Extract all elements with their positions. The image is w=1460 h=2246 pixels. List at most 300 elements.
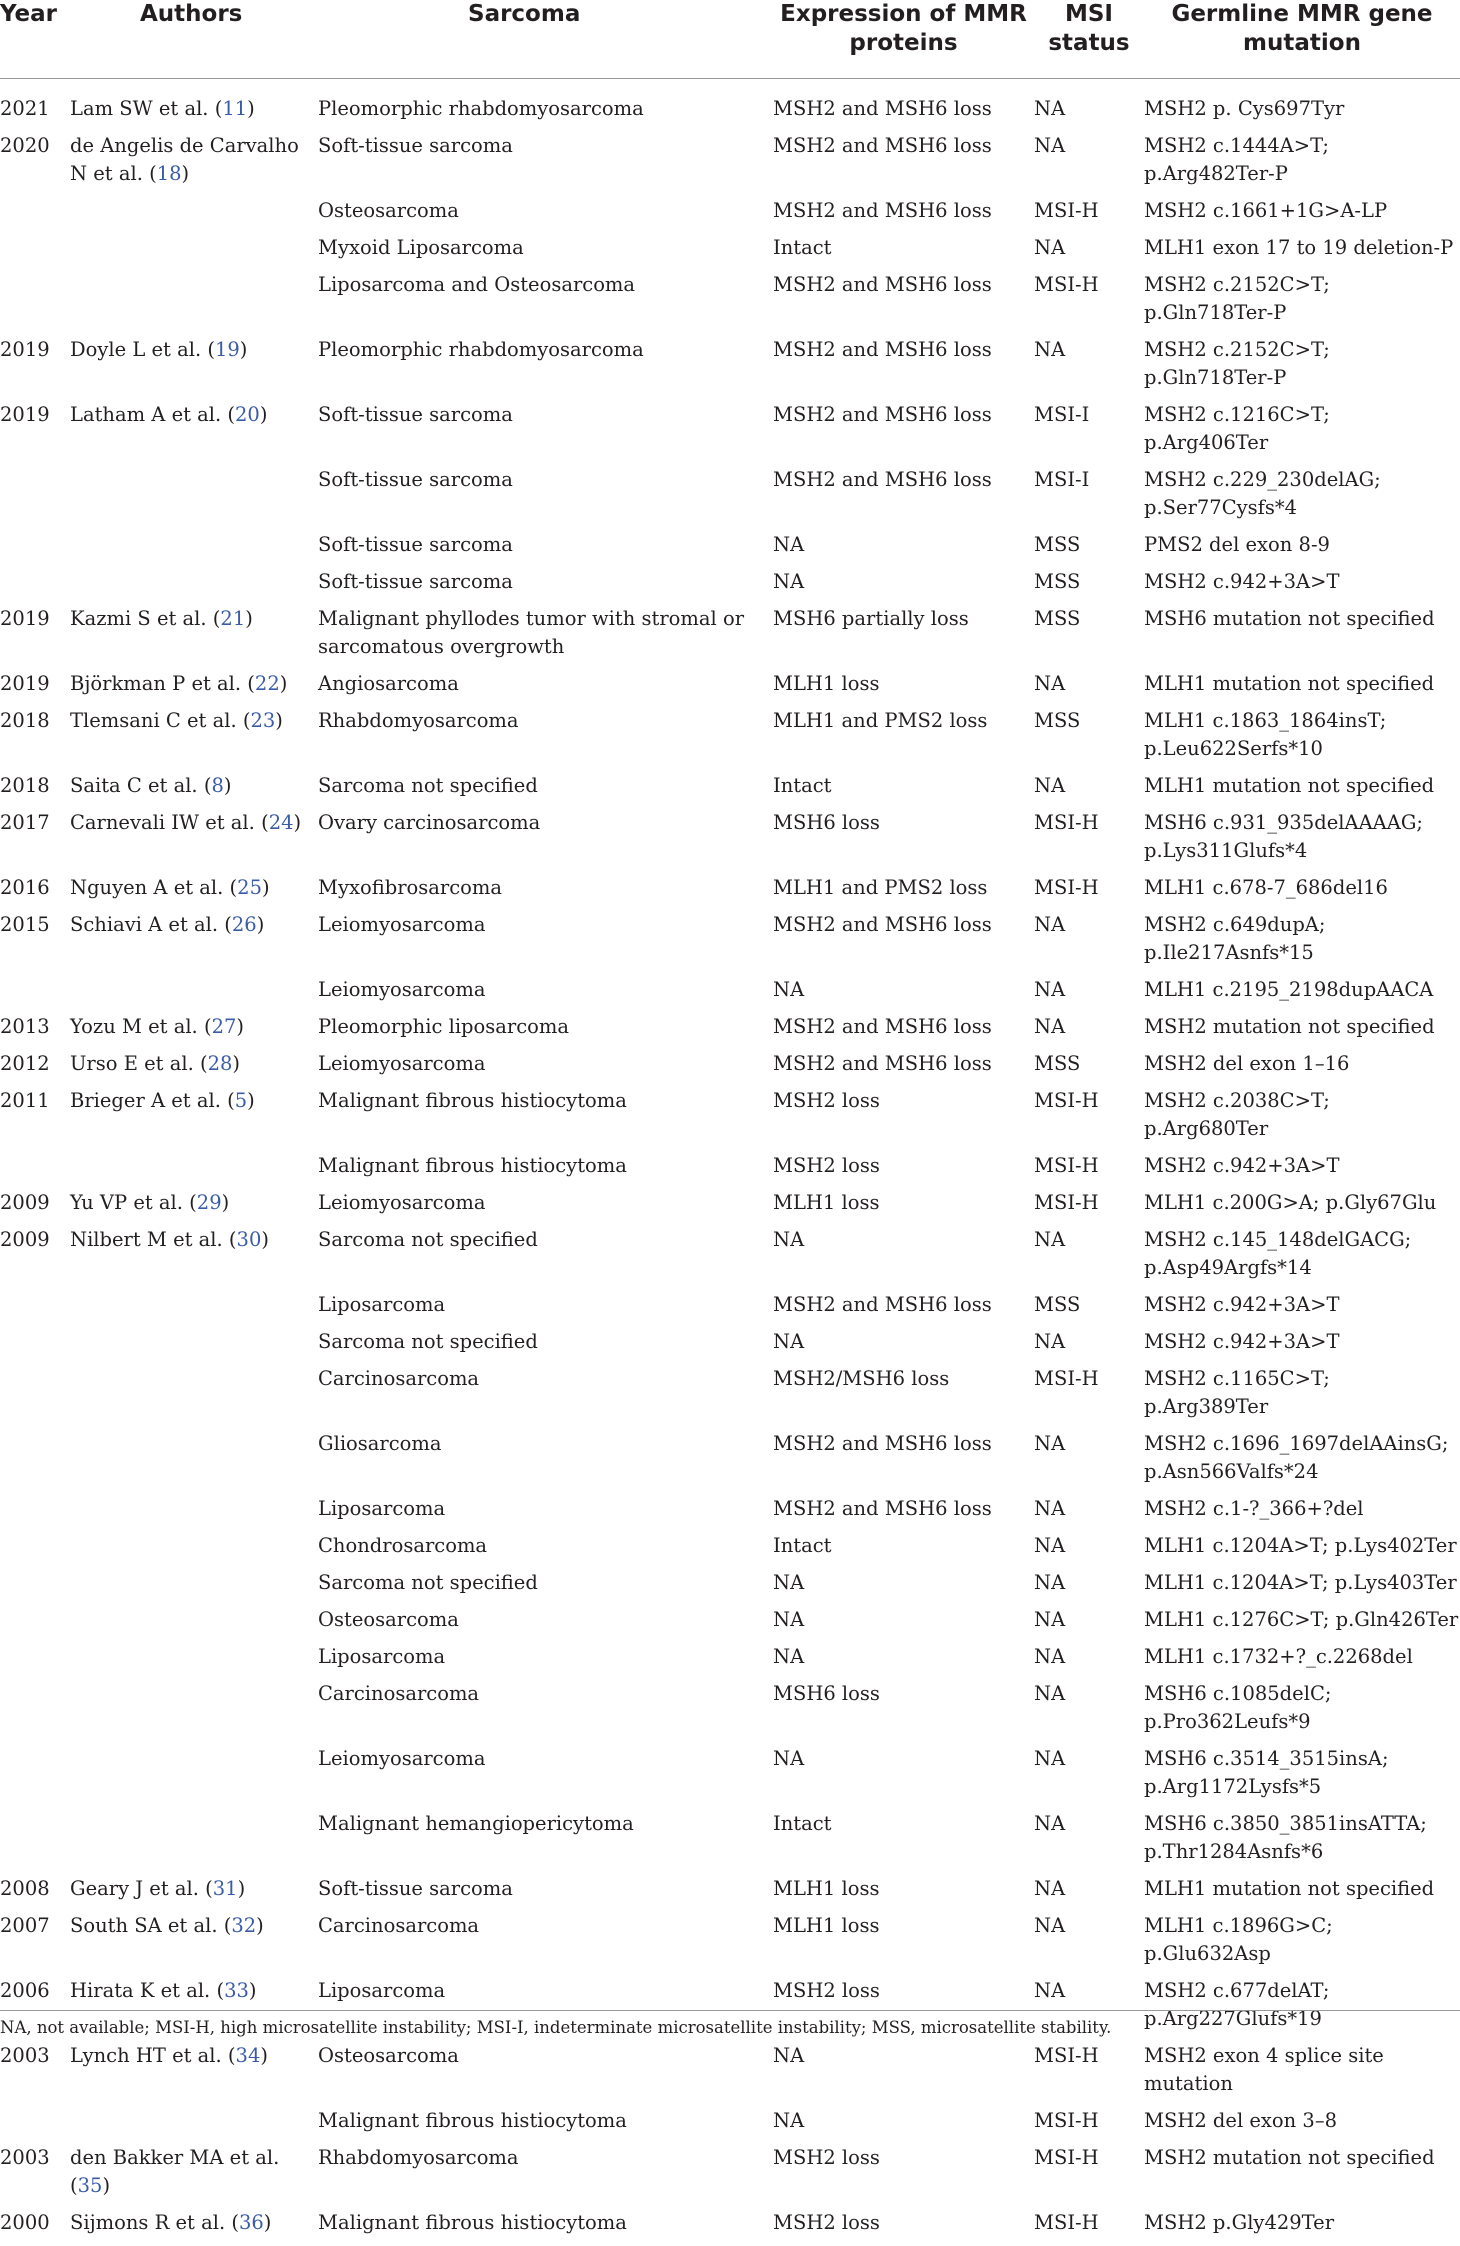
reference-link[interactable]: 34 <box>235 2043 261 2067</box>
cell-authors: Hirata K et al. (33) <box>70 1978 257 2002</box>
cell-sarcoma: Sarcoma not specified <box>318 773 538 797</box>
cell-year <box>0 1495 70 1532</box>
reference-link[interactable]: 5 <box>234 1088 248 1112</box>
cell-sarcoma: Liposarcoma <box>318 1292 446 1316</box>
cell-expression: MSH2 and MSH6 loss <box>773 1496 992 1520</box>
reference-link[interactable]: 30 <box>236 1227 262 1251</box>
cell-germline-mutation: MLH1 c.1732+?_c.2268del <box>1144 1644 1413 1668</box>
cell-authors: den Bakker MA et al. (35) <box>70 2145 280 2197</box>
author-name: South SA et al. <box>70 1913 218 1937</box>
reference-link[interactable]: 21 <box>220 606 246 630</box>
table-row <box>0 401 1460 466</box>
cell-year: 2018 <box>0 708 50 732</box>
cell-authors <box>70 1745 318 1810</box>
table-row <box>0 2042 1460 2107</box>
author-name: Sijmons R et al. <box>70 2210 226 2234</box>
cell-germline-mutation: MLH1 c.2195_2198dupAACA <box>1144 977 1434 1001</box>
cell-germline-mutation: MSH2 del exon 1–16 <box>1144 1051 1350 1075</box>
table-row <box>0 707 1460 772</box>
table-row <box>0 1050 1460 1087</box>
cell-year <box>0 1532 70 1569</box>
cell-authors <box>70 1569 318 1606</box>
cell-germline-mutation: MSH2 c.229_230delAG; p.Ser77Cysfs*4 <box>1144 467 1381 519</box>
cell-msi-status: MSS <box>1034 569 1081 593</box>
cell-germline-mutation: MLH1 mutation not specified <box>1144 773 1435 797</box>
cell-msi-status: NA <box>1034 337 1066 361</box>
cell-expression: MLH1 loss <box>773 671 880 695</box>
cell-expression: Intact <box>773 1811 832 1835</box>
header-expression: Expression of MMR proteins <box>773 0 1034 78</box>
cell-msi-status: MSS <box>1034 708 1081 732</box>
cell-expression: MSH2 loss <box>773 1088 880 1112</box>
cell-year: 2018 <box>0 773 50 797</box>
author-name: Saita C et al. <box>70 773 198 797</box>
cell-authors <box>70 1495 318 1532</box>
cell-msi-status: NA <box>1034 133 1066 157</box>
cell-msi-status: NA <box>1034 1913 1066 1937</box>
reference-link[interactable]: 27 <box>211 1014 237 1038</box>
cell-year: 2019 <box>0 671 50 695</box>
cell-msi-status: MSI-H <box>1034 1153 1099 1177</box>
cell-germline-mutation: MSH2 mutation not specified <box>1144 1014 1435 1038</box>
cell-year <box>0 976 70 1013</box>
cell-sarcoma: Carcinosarcoma <box>318 1913 480 1937</box>
reference-link[interactable]: 31 <box>212 1876 238 1900</box>
cell-msi-status: MSS <box>1034 1292 1081 1316</box>
cell-authors: Björkman P et al. (22) <box>70 671 288 695</box>
cell-sarcoma: Malignant fibrous histiocytoma <box>318 1153 627 1177</box>
cell-expression: MSH2 and MSH6 loss <box>773 1292 992 1316</box>
cell-germline-mutation: MSH2 c.1216C>T; p.Arg406Ter <box>1144 402 1330 454</box>
cell-msi-status: NA <box>1034 1978 1066 2002</box>
cell-authors <box>70 976 318 1013</box>
table-row <box>0 2144 1460 2209</box>
author-name: Geary J et al. <box>70 1876 199 1900</box>
cell-sarcoma: Soft-tissue sarcoma <box>318 402 513 426</box>
author-name: Lynch HT et al. <box>70 2043 222 2067</box>
cell-year <box>0 1430 70 1495</box>
cell-authors <box>70 271 318 336</box>
cell-msi-status: MSI-I <box>1034 467 1090 491</box>
cell-authors <box>70 1810 318 1875</box>
header-authors: Authors <box>70 0 318 78</box>
cell-sarcoma: Soft-tissue sarcoma <box>318 1876 513 1900</box>
cell-authors <box>70 1532 318 1569</box>
cell-authors <box>70 1365 318 1430</box>
cell-authors: Lynch HT et al. (34) <box>70 2043 268 2067</box>
table-row <box>0 1087 1460 1152</box>
cell-msi-status: NA <box>1034 1533 1066 1557</box>
cell-sarcoma: Leiomyosarcoma <box>318 1746 486 1770</box>
cell-sarcoma: Malignant phyllodes tumor with stromal or sarcomatous overgrowth <box>318 606 745 658</box>
cell-expression: MSH2 and MSH6 loss <box>773 96 992 120</box>
cell-expression: MSH2 and MSH6 loss <box>773 912 992 936</box>
cell-sarcoma: Rhabdomyosarcoma <box>318 708 519 732</box>
reference-link[interactable]: 32 <box>231 1913 257 1937</box>
reference-link[interactable]: 18 <box>156 161 182 185</box>
cell-expression: NA <box>773 1746 805 1770</box>
cell-authors <box>70 1328 318 1365</box>
reference-link[interactable]: 23 <box>250 708 276 732</box>
cell-year <box>0 1606 70 1643</box>
table-row <box>0 1745 1460 1810</box>
cell-sarcoma: Pleomorphic rhabdomyosarcoma <box>318 337 644 361</box>
cell-year: 2017 <box>0 810 50 834</box>
cell-authors: Brieger A et al. (5) <box>70 1088 255 1112</box>
cell-germline-mutation: MSH2 c.2152C>T; p.Gln718Ter-P <box>1144 337 1330 389</box>
header-sarcoma: Sarcoma <box>318 0 773 78</box>
table-row <box>0 466 1460 531</box>
cell-msi-status: NA <box>1034 1811 1066 1835</box>
cell-authors <box>70 466 318 531</box>
cell-sarcoma: Soft-tissue sarcoma <box>318 569 513 593</box>
cell-authors <box>70 197 318 234</box>
table-row <box>0 531 1460 568</box>
cell-authors: Geary J et al. (31) <box>70 1876 246 1900</box>
table-row <box>0 1291 1460 1328</box>
cell-year <box>0 1745 70 1810</box>
cell-sarcoma: Malignant fibrous histiocytoma <box>318 2210 627 2234</box>
cell-expression: MSH2 and MSH6 loss <box>773 337 992 361</box>
table-row <box>0 1606 1460 1643</box>
table-row <box>0 1226 1460 1291</box>
table-row <box>0 605 1460 670</box>
reference-link[interactable]: 28 <box>207 1051 233 1075</box>
reference-link[interactable]: 33 <box>224 1978 249 2002</box>
cell-authors: Kazmi S et al. (21) <box>70 606 253 630</box>
cell-authors: South SA et al. (32) <box>70 1913 264 1937</box>
cell-germline-mutation: MSH2 mutation not specified <box>1144 2145 1435 2169</box>
table-row <box>0 568 1460 605</box>
author-name: Carnevali IW et al. <box>70 810 255 834</box>
cell-msi-status: NA <box>1034 1681 1066 1705</box>
cell-year <box>0 1569 70 1606</box>
table-row <box>0 1152 1460 1189</box>
author-name: Schiavi A et al. <box>70 912 219 936</box>
cell-sarcoma: Sarcoma not specified <box>318 1570 538 1594</box>
cell-authors <box>70 1606 318 1643</box>
author-name: de Angelis de Carvalho N et al. <box>70 133 299 185</box>
cell-year: 2009 <box>0 1227 50 1251</box>
cell-authors <box>70 1680 318 1745</box>
cell-year <box>0 1291 70 1328</box>
cell-year: 2019 <box>0 337 50 361</box>
cell-sarcoma: Liposarcoma <box>318 1496 446 1520</box>
cell-year <box>0 1810 70 1875</box>
cell-sarcoma: Leiomyosarcoma <box>318 912 486 936</box>
cell-germline-mutation: MSH2 p. Cys697Tyr <box>1144 96 1345 120</box>
cell-year <box>0 1365 70 1430</box>
cell-msi-status: NA <box>1034 1876 1066 1900</box>
cell-authors: Yu VP et al. (29) <box>70 1190 230 1214</box>
header-year: Year <box>0 0 70 78</box>
reference-link[interactable]: 35 <box>77 2173 103 2197</box>
cell-sarcoma: Osteosarcoma <box>318 1607 459 1631</box>
cell-msi-status: MSI-H <box>1034 272 1099 296</box>
cell-msi-status: MSI-H <box>1034 2108 1099 2132</box>
reference-link[interactable]: 29 <box>196 1190 222 1214</box>
table-row <box>0 234 1460 271</box>
cell-year: 2011 <box>0 1088 50 1112</box>
cell-year <box>0 234 70 271</box>
cell-msi-status: NA <box>1034 1227 1066 1251</box>
cell-sarcoma: Leiomyosarcoma <box>318 977 486 1001</box>
cell-germline-mutation: MSH2 c.1444A>T; p.Arg482Ter-P <box>1144 133 1329 185</box>
cell-expression: MSH2 and MSH6 loss <box>773 133 992 157</box>
cell-expression: MSH2 and MSH6 loss <box>773 272 992 296</box>
cell-germline-mutation: MSH2 c.145_148delGACG; p.Asp49Argfs*14 <box>1144 1227 1412 1279</box>
cell-year: 2015 <box>0 912 50 936</box>
cell-germline-mutation: MSH6 c.3850_3851insATTA; p.Thr1284Asnfs*6 <box>1144 1811 1427 1863</box>
cell-year: 2007 <box>0 1913 50 1937</box>
cell-expression: MSH6 loss <box>773 1681 880 1705</box>
author-name: Hirata K et al. <box>70 1978 211 2002</box>
reference-link[interactable]: 24 <box>268 810 294 834</box>
cell-msi-status: NA <box>1034 1014 1066 1038</box>
cell-year: 2000 <box>0 2210 50 2234</box>
table-row <box>0 1680 1460 1745</box>
author-name: den Bakker MA et al. <box>70 2145 280 2169</box>
cell-expression: NA <box>773 569 805 593</box>
cell-sarcoma: Soft-tissue sarcoma <box>318 532 513 556</box>
cell-germline-mutation: MSH2 del exon 3–8 <box>1144 2108 1337 2132</box>
cell-authors <box>70 531 318 568</box>
table-row <box>0 2107 1460 2144</box>
cell-expression: Intact <box>773 773 832 797</box>
table-row <box>0 1569 1460 1606</box>
reference-link[interactable]: 36 <box>238 2210 264 2234</box>
header-germline: Germline MMR gene mutation <box>1144 0 1460 78</box>
cell-msi-status: MSI-H <box>1034 2145 1099 2169</box>
cell-sarcoma: Pleomorphic rhabdomyosarcoma <box>318 96 644 120</box>
reference-link[interactable]: 8 <box>211 773 224 797</box>
table-row <box>0 78 1460 132</box>
cell-year <box>0 1152 70 1189</box>
cell-expression: NA <box>773 532 805 556</box>
cell-msi-status: MSI-H <box>1034 1190 1099 1214</box>
table-row <box>0 197 1460 234</box>
cell-authors <box>70 1430 318 1495</box>
cell-year <box>0 1680 70 1745</box>
author-name: Kazmi S et al. <box>70 606 207 630</box>
cell-msi-status: NA <box>1034 912 1066 936</box>
cell-germline-mutation: MLH1 c.1204A>T; p.Lys403Ter <box>1144 1570 1457 1594</box>
reference-link[interactable]: 25 <box>237 875 262 899</box>
cell-authors <box>70 1291 318 1328</box>
author-name: Brieger A et al. <box>70 1088 221 1112</box>
author-name: Doyle L et al. <box>70 337 202 361</box>
cell-msi-status: MSI-H <box>1034 875 1099 899</box>
cell-germline-mutation: MSH2 c.942+3A>T <box>1144 1329 1340 1353</box>
cell-msi-status: NA <box>1034 1607 1066 1631</box>
cell-germline-mutation: MSH2 c.2152C>T; p.Gln718Ter-P <box>1144 272 1330 324</box>
cell-year <box>0 197 70 234</box>
reference-link[interactable]: 19 <box>214 337 240 361</box>
reference-link[interactable]: 22 <box>254 671 280 695</box>
cell-year: 2020 <box>0 133 50 157</box>
table-row <box>0 1875 1460 1912</box>
cell-germline-mutation: MLH1 c.1204A>T; p.Lys402Ter <box>1144 1533 1457 1557</box>
cell-expression: MSH2 and MSH6 loss <box>773 402 992 426</box>
footer-rule <box>0 2010 1460 2011</box>
cell-expression: NA <box>773 1607 805 1631</box>
cell-sarcoma: Soft-tissue sarcoma <box>318 467 513 491</box>
cell-year <box>0 1328 70 1365</box>
cell-msi-status: MSI-H <box>1034 2043 1099 2067</box>
cell-expression: MSH6 partially loss <box>773 606 969 630</box>
cell-msi-status: MSI-H <box>1034 1088 1099 1112</box>
cell-sarcoma: Leiomyosarcoma <box>318 1190 486 1214</box>
table-row <box>0 1013 1460 1050</box>
author-name: Nguyen A et al. <box>70 875 224 899</box>
cell-year: 2008 <box>0 1876 50 1900</box>
cell-sarcoma: Carcinosarcoma <box>318 1366 480 1390</box>
table-row <box>0 1810 1460 1875</box>
cell-year <box>0 531 70 568</box>
cell-sarcoma: Chondrosarcoma <box>318 1533 488 1557</box>
table-row <box>0 132 1460 197</box>
cell-year: 2003 <box>0 2043 50 2067</box>
reference-link[interactable]: 20 <box>235 402 260 426</box>
cell-germline-mutation: MSH2 c.1-?_366+?del <box>1144 1496 1364 1520</box>
table-row <box>0 670 1460 707</box>
cell-sarcoma: Osteosarcoma <box>318 2043 459 2067</box>
header-msi: MSI status <box>1034 0 1144 78</box>
cell-year <box>0 466 70 531</box>
cell-msi-status: NA <box>1034 1746 1066 1770</box>
cell-msi-status: MSI-H <box>1034 2210 1099 2234</box>
cell-germline-mutation: MLH1 c.200G>A; p.Gly67Glu <box>1144 1190 1437 1214</box>
cell-expression: MLH1 and PMS2 loss <box>773 708 988 732</box>
cell-sarcoma: Carcinosarcoma <box>318 1681 480 1705</box>
table-row <box>0 1495 1460 1532</box>
cell-year <box>0 2107 70 2144</box>
cell-authors <box>70 1152 318 1189</box>
cell-germline-mutation: MSH2 c.1661+1G>A-LP <box>1144 198 1388 222</box>
cell-expression: Intact <box>773 1533 832 1557</box>
cell-germline-mutation: MLH1 c.1896G>C; p.Glu632Asp <box>1144 1913 1333 1965</box>
cell-year: 2006 <box>0 1978 50 2002</box>
cell-expression: NA <box>773 2108 805 2132</box>
table-row <box>0 1328 1460 1365</box>
cell-sarcoma: Myxoid Liposarcoma <box>318 235 524 259</box>
cell-expression: MSH6 loss <box>773 810 880 834</box>
cell-expression: NA <box>773 1329 805 1353</box>
table-row <box>0 1365 1460 1430</box>
cell-msi-status: NA <box>1034 671 1066 695</box>
author-name: Nilbert M et al. <box>70 1227 223 1251</box>
cell-expression: MSH2 and MSH6 loss <box>773 1014 992 1038</box>
cell-germline-mutation: MSH2 p.Gly429Ter <box>1144 2210 1335 2234</box>
cell-msi-status: NA <box>1034 96 1066 120</box>
cell-authors: de Angelis de Carvalho N et al. (18) <box>70 133 299 185</box>
cell-expression: MSH2 loss <box>773 2210 880 2234</box>
cell-germline-mutation: MSH2 c.677delAT; p.Arg227Glufs*19 <box>1144 1978 1330 2030</box>
cell-msi-status: MSS <box>1034 1051 1081 1075</box>
cell-germline-mutation: MSH2 exon 4 splice site mutation <box>1144 2043 1384 2095</box>
cell-expression: MSH2 and MSH6 loss <box>773 1051 992 1075</box>
cell-sarcoma: Liposarcoma <box>318 1644 446 1668</box>
cell-expression: MLH1 and PMS2 loss <box>773 875 988 899</box>
table-row <box>0 1912 1460 1977</box>
author-name: Tlemsani C et al. <box>70 708 237 732</box>
cell-year: 2016 <box>0 875 50 899</box>
cell-germline-mutation: MSH2 c.942+3A>T <box>1144 1292 1340 1316</box>
table-row <box>0 911 1460 976</box>
cell-germline-mutation: MSH6 c.3514_3515insA; p.Arg1172Lysfs*5 <box>1144 1746 1389 1798</box>
table-row <box>0 271 1460 336</box>
cell-germline-mutation: MSH6 mutation not specified <box>1144 606 1435 630</box>
cell-germline-mutation: MLH1 mutation not specified <box>1144 1876 1435 1900</box>
cell-expression: Intact <box>773 235 832 259</box>
cell-sarcoma: Pleomorphic liposarcoma <box>318 1014 570 1038</box>
cell-expression: MLH1 loss <box>773 1913 880 1937</box>
cell-year <box>0 568 70 605</box>
cell-authors: Carnevali IW et al. (24) <box>70 810 302 834</box>
table-row <box>0 976 1460 1013</box>
cell-msi-status: NA <box>1034 1431 1066 1455</box>
cell-sarcoma: Malignant fibrous histiocytoma <box>318 1088 627 1112</box>
cell-sarcoma: Leiomyosarcoma <box>318 1051 486 1075</box>
cell-sarcoma: Malignant fibrous histiocytoma <box>318 2108 627 2132</box>
table-row <box>0 1532 1460 1569</box>
cell-germline-mutation: MSH2 c.649dupA; p.Ile217Asnfs*15 <box>1144 912 1326 964</box>
author-name: Urso E et al. <box>70 1051 194 1075</box>
cell-expression: NA <box>773 1227 805 1251</box>
cell-msi-status: NA <box>1034 773 1066 797</box>
reference-link[interactable]: 26 <box>231 912 257 936</box>
table-row <box>0 1430 1460 1495</box>
cell-germline-mutation: MLH1 c.1863_1864insT; p.Leu622Serfs*10 <box>1144 708 1387 760</box>
author-name: Yozu M et al. <box>70 1014 198 1038</box>
cell-germline-mutation: MSH6 c.1085delC; p.Pro362Leufs*9 <box>1144 1681 1332 1733</box>
cell-expression: MSH2 loss <box>773 2145 880 2169</box>
reference-link[interactable]: 11 <box>222 96 248 120</box>
cell-year: 2019 <box>0 402 50 426</box>
cell-authors: Lam SW et al. (11) <box>70 96 255 120</box>
cell-sarcoma: Myxofibrosarcoma <box>318 875 503 899</box>
cell-year: 2003 <box>0 2145 50 2169</box>
cell-germline-mutation: MLH1 c.1276C>T; p.Gln426Ter <box>1144 1607 1459 1631</box>
cell-germline-mutation: PMS2 del exon 8-9 <box>1144 532 1330 556</box>
cell-authors: Saita C et al. (8) <box>70 773 232 797</box>
cell-msi-status: MSI-H <box>1034 198 1099 222</box>
table-row <box>0 2209 1460 2246</box>
cell-year: 2009 <box>0 1190 50 1214</box>
cell-year <box>0 1643 70 1680</box>
cell-year: 2021 <box>0 96 50 120</box>
cell-year: 2012 <box>0 1051 50 1075</box>
cell-authors: Tlemsani C et al. (23) <box>70 708 283 732</box>
cell-sarcoma: Sarcoma not specified <box>318 1227 538 1251</box>
author-name: Björkman P et al. <box>70 671 242 695</box>
cell-sarcoma: Soft-tissue sarcoma <box>318 133 513 157</box>
cell-germline-mutation: MLH1 exon 17 to 19 deletion-P <box>1144 235 1454 259</box>
cell-germline-mutation: MSH2 c.942+3A>T <box>1144 569 1340 593</box>
cell-germline-mutation: MLH1 c.678-7_686del16 <box>1144 875 1388 899</box>
table-row <box>0 1643 1460 1680</box>
cell-expression: MLH1 loss <box>773 1190 880 1214</box>
cell-msi-status: MSS <box>1034 606 1081 630</box>
cell-sarcoma: Rhabdomyosarcoma <box>318 2145 519 2169</box>
cell-msi-status: NA <box>1034 1496 1066 1520</box>
cell-expression: MSH2/MSH6 loss <box>773 1366 950 1390</box>
header-row <box>0 0 1460 78</box>
cell-authors <box>70 2107 318 2144</box>
cell-authors: Yozu M et al. (27) <box>70 1014 244 1038</box>
table-body <box>0 78 1460 2246</box>
author-name: Yu VP et al. <box>70 1190 183 1214</box>
